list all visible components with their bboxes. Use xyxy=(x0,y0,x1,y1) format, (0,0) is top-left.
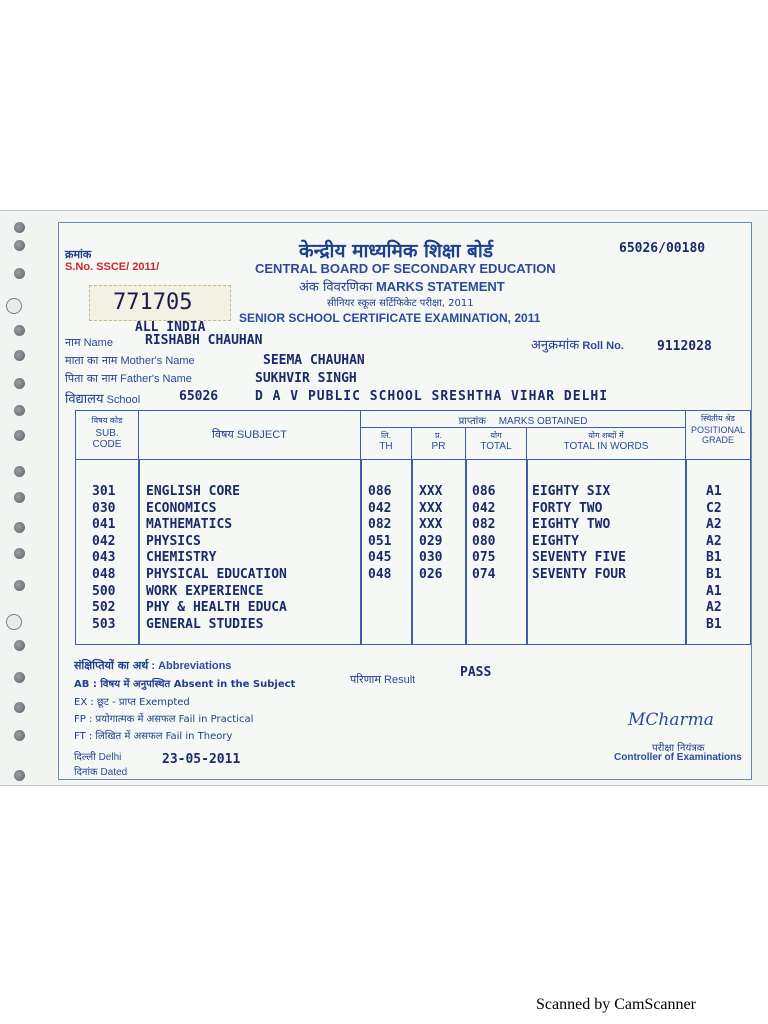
subject-code-6: 048 xyxy=(92,567,116,582)
subject-code-3: 041 xyxy=(92,517,116,533)
subject-pr-1: XXX xyxy=(419,484,443,499)
subject-grade-3: A2 xyxy=(706,517,722,533)
subject-grade-2: C2 xyxy=(706,500,722,516)
header-total-in-words: योग शब्दों में TOTAL IN WORDS xyxy=(526,427,686,460)
subject-pr-7 xyxy=(419,584,459,600)
school-name: D A V PUBLIC SCHOOL SRESHTHA VIHAR DELHI xyxy=(255,389,609,404)
exam-title-hindi: सीनियर स्कूल सर्टिफिकेट परीक्षा, 2011 xyxy=(327,298,474,309)
subject-grade-6: B1 xyxy=(706,567,722,582)
subject-th-4: 051 xyxy=(368,533,392,549)
subject-th-6: 048 xyxy=(368,567,392,582)
subject-code-5: 043 xyxy=(92,550,116,566)
header-positional-grade: स्थितीय श्रेड POSITIONAL GRADE xyxy=(685,410,751,460)
subject-name-4: PHYSICS xyxy=(146,533,201,549)
subject-pr-9 xyxy=(419,617,459,633)
subject-grade-1: A1 xyxy=(706,484,722,499)
abbrev-ex: EX : छूट - प्राप्त Exempted xyxy=(74,697,190,708)
subject-pr-5: 030 xyxy=(419,550,443,566)
subject-grade-4: A2 xyxy=(706,533,722,549)
subject-name-8: PHY & HEALTH EDUCA xyxy=(146,600,287,616)
subject-pr-6: 026 xyxy=(419,567,443,582)
subject-total-7 xyxy=(472,584,520,600)
controller-title-hindi: परीक्षा नियंत्रक xyxy=(652,743,705,754)
header-marks-obtained: प्राप्तांक MARKS OBTAINED xyxy=(360,410,686,428)
subject-words-7 xyxy=(532,584,682,600)
abbrev-ab: AB : विषय में अनुपस्थित Absent in the Subject xyxy=(74,679,296,690)
subject-total-5: 075 xyxy=(472,550,496,566)
subject-total-4: 080 xyxy=(472,533,496,549)
header-subject: विषय SUBJECT xyxy=(138,410,361,460)
subject-pr-3: XXX xyxy=(419,517,443,533)
father-name-label: पिता का नाम Father's Name xyxy=(65,372,192,385)
school-label: विद्यालय School xyxy=(65,392,141,407)
header-sub-code: विषय कोड SUB. CODE xyxy=(75,410,139,460)
place-label: दिल्ली Delhi xyxy=(74,752,122,763)
serial-number: 771705 xyxy=(113,290,193,315)
father-name: SUKHVIR SINGH xyxy=(255,371,357,386)
issue-date: 23-05-2011 xyxy=(162,752,241,767)
subject-total-6: 074 xyxy=(472,567,496,582)
subject-words-2: FORTY TWO xyxy=(532,500,603,516)
exam-title: SENIOR SCHOOL CERTIFICATE EXAMINATION, 2011 xyxy=(239,311,541,325)
subject-code-9: 503 xyxy=(92,616,116,632)
subject-words-3: EIGHTY TWO xyxy=(532,517,611,533)
subject-words-9 xyxy=(532,617,682,633)
roll-label: अनुक्रमांक Roll No. xyxy=(531,338,624,353)
subject-pr-8 xyxy=(419,600,459,616)
controller-signature: MCharma xyxy=(628,710,714,730)
result-label: परिणाम Result xyxy=(350,673,416,686)
subject-total-9 xyxy=(472,617,520,633)
candidate-name: RISHABH CHAUHAN xyxy=(145,333,263,348)
subject-name-7: WORK EXPERIENCE xyxy=(146,583,264,599)
serial-label-hindi: क्रमांक xyxy=(65,248,92,261)
subject-grade-7: A1 xyxy=(706,583,722,599)
subject-words-8 xyxy=(532,600,682,616)
serial-label: S.No. SSCE/ 2011/ xyxy=(65,261,160,273)
camscanner-watermark: Scanned by CamScanner xyxy=(536,996,696,1013)
board-name: CENTRAL BOARD OF SECONDARY EDUCATION xyxy=(255,261,556,276)
subject-th-3: 082 xyxy=(368,517,392,533)
subject-total-1: 086 xyxy=(472,484,496,499)
roll-number: 9112028 xyxy=(657,339,712,354)
subject-th-2: 042 xyxy=(368,500,392,516)
subject-name-1: ENGLISH CORE xyxy=(146,484,240,499)
subject-pr-2: XXX xyxy=(419,500,443,516)
school-code: 65026 xyxy=(179,389,219,404)
subject-code-1: 301 xyxy=(92,484,116,499)
header-pr: प्र. PR xyxy=(411,427,466,460)
subject-words-1: EIGHTY SIX xyxy=(532,484,611,499)
reference-number: 65026/00180 xyxy=(619,241,706,256)
subject-code-8: 502 xyxy=(92,600,116,616)
subject-name-5: CHEMISTRY xyxy=(146,550,217,566)
statement-title: अंक विवरणिका MARKS STATEMENT xyxy=(299,279,505,295)
mother-name-label: माता का नाम Mother's Name xyxy=(65,354,195,367)
subject-code-2: 030 xyxy=(92,500,116,516)
subject-words-6: SEVENTY FOUR xyxy=(532,567,626,582)
subject-name-2: ECONOMICS xyxy=(146,500,217,516)
header-th: लि. TH xyxy=(360,427,412,460)
subject-grade-9: B1 xyxy=(706,616,722,632)
subject-code-7: 500 xyxy=(92,583,116,599)
subject-name-9: GENERAL STUDIES xyxy=(146,616,264,632)
subject-total-8 xyxy=(472,600,520,616)
header-total: योग TOTAL xyxy=(465,427,527,460)
abbreviations-title: संक्षिप्तियों का अर्थ : Abbreviations xyxy=(74,659,232,672)
subject-th-8 xyxy=(368,600,408,616)
subject-grade-8: A2 xyxy=(706,600,722,616)
subject-name-3: MATHEMATICS xyxy=(146,517,233,533)
name-label: नाम Name xyxy=(65,336,113,349)
subject-grade-5: B1 xyxy=(706,550,722,566)
subject-name-6: PHYSICAL EDUCATION xyxy=(146,567,287,582)
subject-total-2: 042 xyxy=(472,500,496,516)
subject-th-1: 086 xyxy=(368,484,392,499)
subject-words-4: EIGHTY xyxy=(532,533,579,549)
subject-th-9 xyxy=(368,617,408,633)
controller-title: Controller of Examinations xyxy=(614,752,742,763)
subject-words-5: SEVENTY FIVE xyxy=(532,550,626,566)
abbrev-ft: FT : लिखित में असफल Fail in Theory xyxy=(74,731,233,742)
subject-code-4: 042 xyxy=(92,533,116,549)
board-name-hindi: केन्द्रीय माध्यमिक शिक्षा बोर्ड xyxy=(299,240,493,262)
dated-label: दिनांक Dated xyxy=(74,767,128,778)
subject-pr-4: 029 xyxy=(419,533,443,549)
mother-name: SEEMA CHAUHAN xyxy=(263,353,365,368)
abbrev-fp: FP : प्रयोगात्मक में असफल Fail in Practical xyxy=(74,714,254,725)
subject-th-7 xyxy=(368,584,408,600)
region: ALL INDIA xyxy=(135,320,206,335)
result-value: PASS xyxy=(460,665,492,680)
subject-total-3: 082 xyxy=(472,517,496,533)
subject-th-5: 045 xyxy=(368,550,392,566)
